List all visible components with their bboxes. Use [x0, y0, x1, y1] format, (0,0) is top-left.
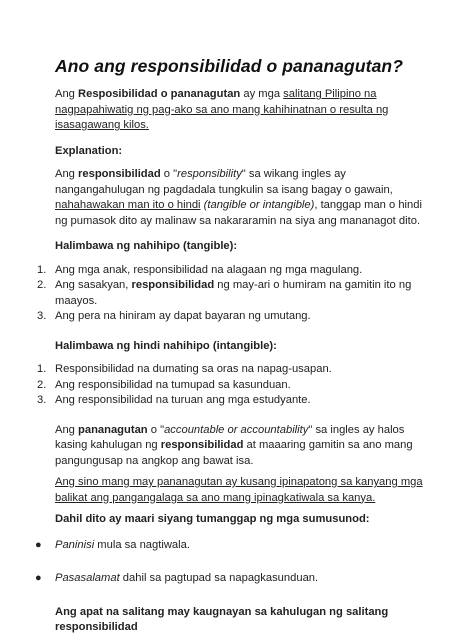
list-item-text: Responsibilidad na dumating sa oras na napag-usapan.: [55, 363, 332, 375]
list-item-text: mula sa nagtiwala.: [94, 538, 190, 551]
list-item: [35, 538, 434, 554]
list-item-text: Ang mga anak, responsibilidad na alagaan ng mga magulang.: [55, 263, 363, 276]
list-item: [37, 362, 434, 378]
list-item-text: Ang pera na hiniram ay dapat bayaran ng umutang.: [55, 310, 311, 322]
intro-text-1: Ang: [55, 88, 79, 100]
pananagutan-text-3: " sa ingles ay halos kasing kahulugan ng: [55, 423, 405, 451]
list-item-text: dahil sa pagtupad sa napagkasunduan.: [119, 572, 319, 584]
pananagutan-text-4: at maaaring gamitin sa ano mang pangungusap na angkop ang bawat isa.: [55, 439, 413, 467]
list-number: 3.: [37, 394, 47, 406]
list-item: [37, 393, 434, 409]
pananagutan-bold-2: responsibilidad: [160, 439, 244, 451]
pananagutan-text-1: Ang: [55, 423, 79, 436]
list-item-italic: Pasasalamat: [55, 572, 120, 584]
list-number: 3.: [37, 310, 47, 322]
list-item-bold: responsibilidad: [131, 279, 215, 291]
list-item-text: Ang responsibilidad na turuan ang mga estudyante.: [55, 394, 311, 406]
list-item: [37, 309, 434, 325]
pananagutan-paragraph: [55, 423, 434, 470]
explanation-text-2: o ": [160, 168, 178, 180]
list-item: [37, 278, 434, 309]
bullet-icon: ●: [35, 538, 42, 551]
intro-text-2: ay mga: [240, 88, 284, 100]
dahil-list: [35, 538, 434, 587]
explanation-italic-2: (tangible or intangible): [203, 199, 315, 211]
apat-heading: Ang apat na salitang may kaugnayan sa kahulugan ng salitang responsibilidad: [55, 605, 389, 633]
explanation-paragraph: [55, 167, 434, 229]
pananagutan-bold-1: pananagutan: [78, 423, 148, 436]
pananagutan-text-2: o ": [147, 423, 165, 436]
list-item-italic: Paninisi: [55, 538, 95, 551]
explanation-text-1: Ang: [55, 168, 79, 180]
intangible-heading: Halimbawa ng hindi nahihipo (intangible):: [55, 339, 277, 352]
list-item: [37, 378, 434, 394]
pananagutan-italic: accountable or accountability: [164, 423, 309, 436]
list-number: 1.: [37, 263, 47, 276]
list-item-text: Ang responsibilidad na tumupad sa kasunduan.: [55, 378, 291, 391]
explanation-underlined: nahahawakan man ito o hindi: [55, 199, 201, 211]
explanation-text-3: " sa wikang ingles ay nangangahulugan ng pagdadala tungkulin sa isang bagay o gawain,: [55, 168, 393, 196]
tangible-list: [37, 263, 434, 325]
list-item: [37, 263, 434, 279]
underlined-paragraph: Ang sino mang may pananagutan ay kusang ipinapatong sa kanyang mga balikat ang pangangalaga sa ano mang ipinagkatiwala sa kanya.: [55, 476, 423, 504]
intro-underlined: salitang Pilipino na nagpapahiwatig ng pag-ako sa ano mang kahihinatnan o resulta ng isasagawang kilos.: [55, 88, 389, 131]
explanation-heading: Explanation:: [55, 144, 123, 157]
intangible-list: [37, 362, 434, 409]
list-number: 1.: [37, 363, 47, 375]
explanation-italic-1: responsibility: [177, 168, 242, 180]
tangible-heading: Halimbawa ng nahihipo (tangible):: [55, 240, 238, 252]
list-number: 2.: [37, 378, 47, 391]
intro-bold-term: Resposibilidad o pananagutan: [78, 88, 241, 100]
explanation-text-5: , tanggap man o hindi ng pumasok dito ay malinaw sa nakararamin na siya ang mananagot dito.: [55, 199, 422, 227]
explanation-bold-term: responsibilidad: [78, 168, 161, 180]
bullet-icon: ●: [35, 572, 42, 584]
list-item-text-tail: ng may-ari o humiram na gamitin ito ng maayos.: [55, 279, 412, 307]
intro-paragraph: [55, 87, 434, 134]
list-item: [35, 571, 434, 587]
list-number: 2.: [37, 279, 47, 291]
list-item-text: Ang sasakyan,: [55, 279, 132, 291]
page-title: Ano ang responsibilidad o pananagutan?: [55, 56, 403, 76]
dahil-heading: Dahil dito ay maari siyang tumanggap ng mga sumusunod:: [55, 513, 370, 525]
